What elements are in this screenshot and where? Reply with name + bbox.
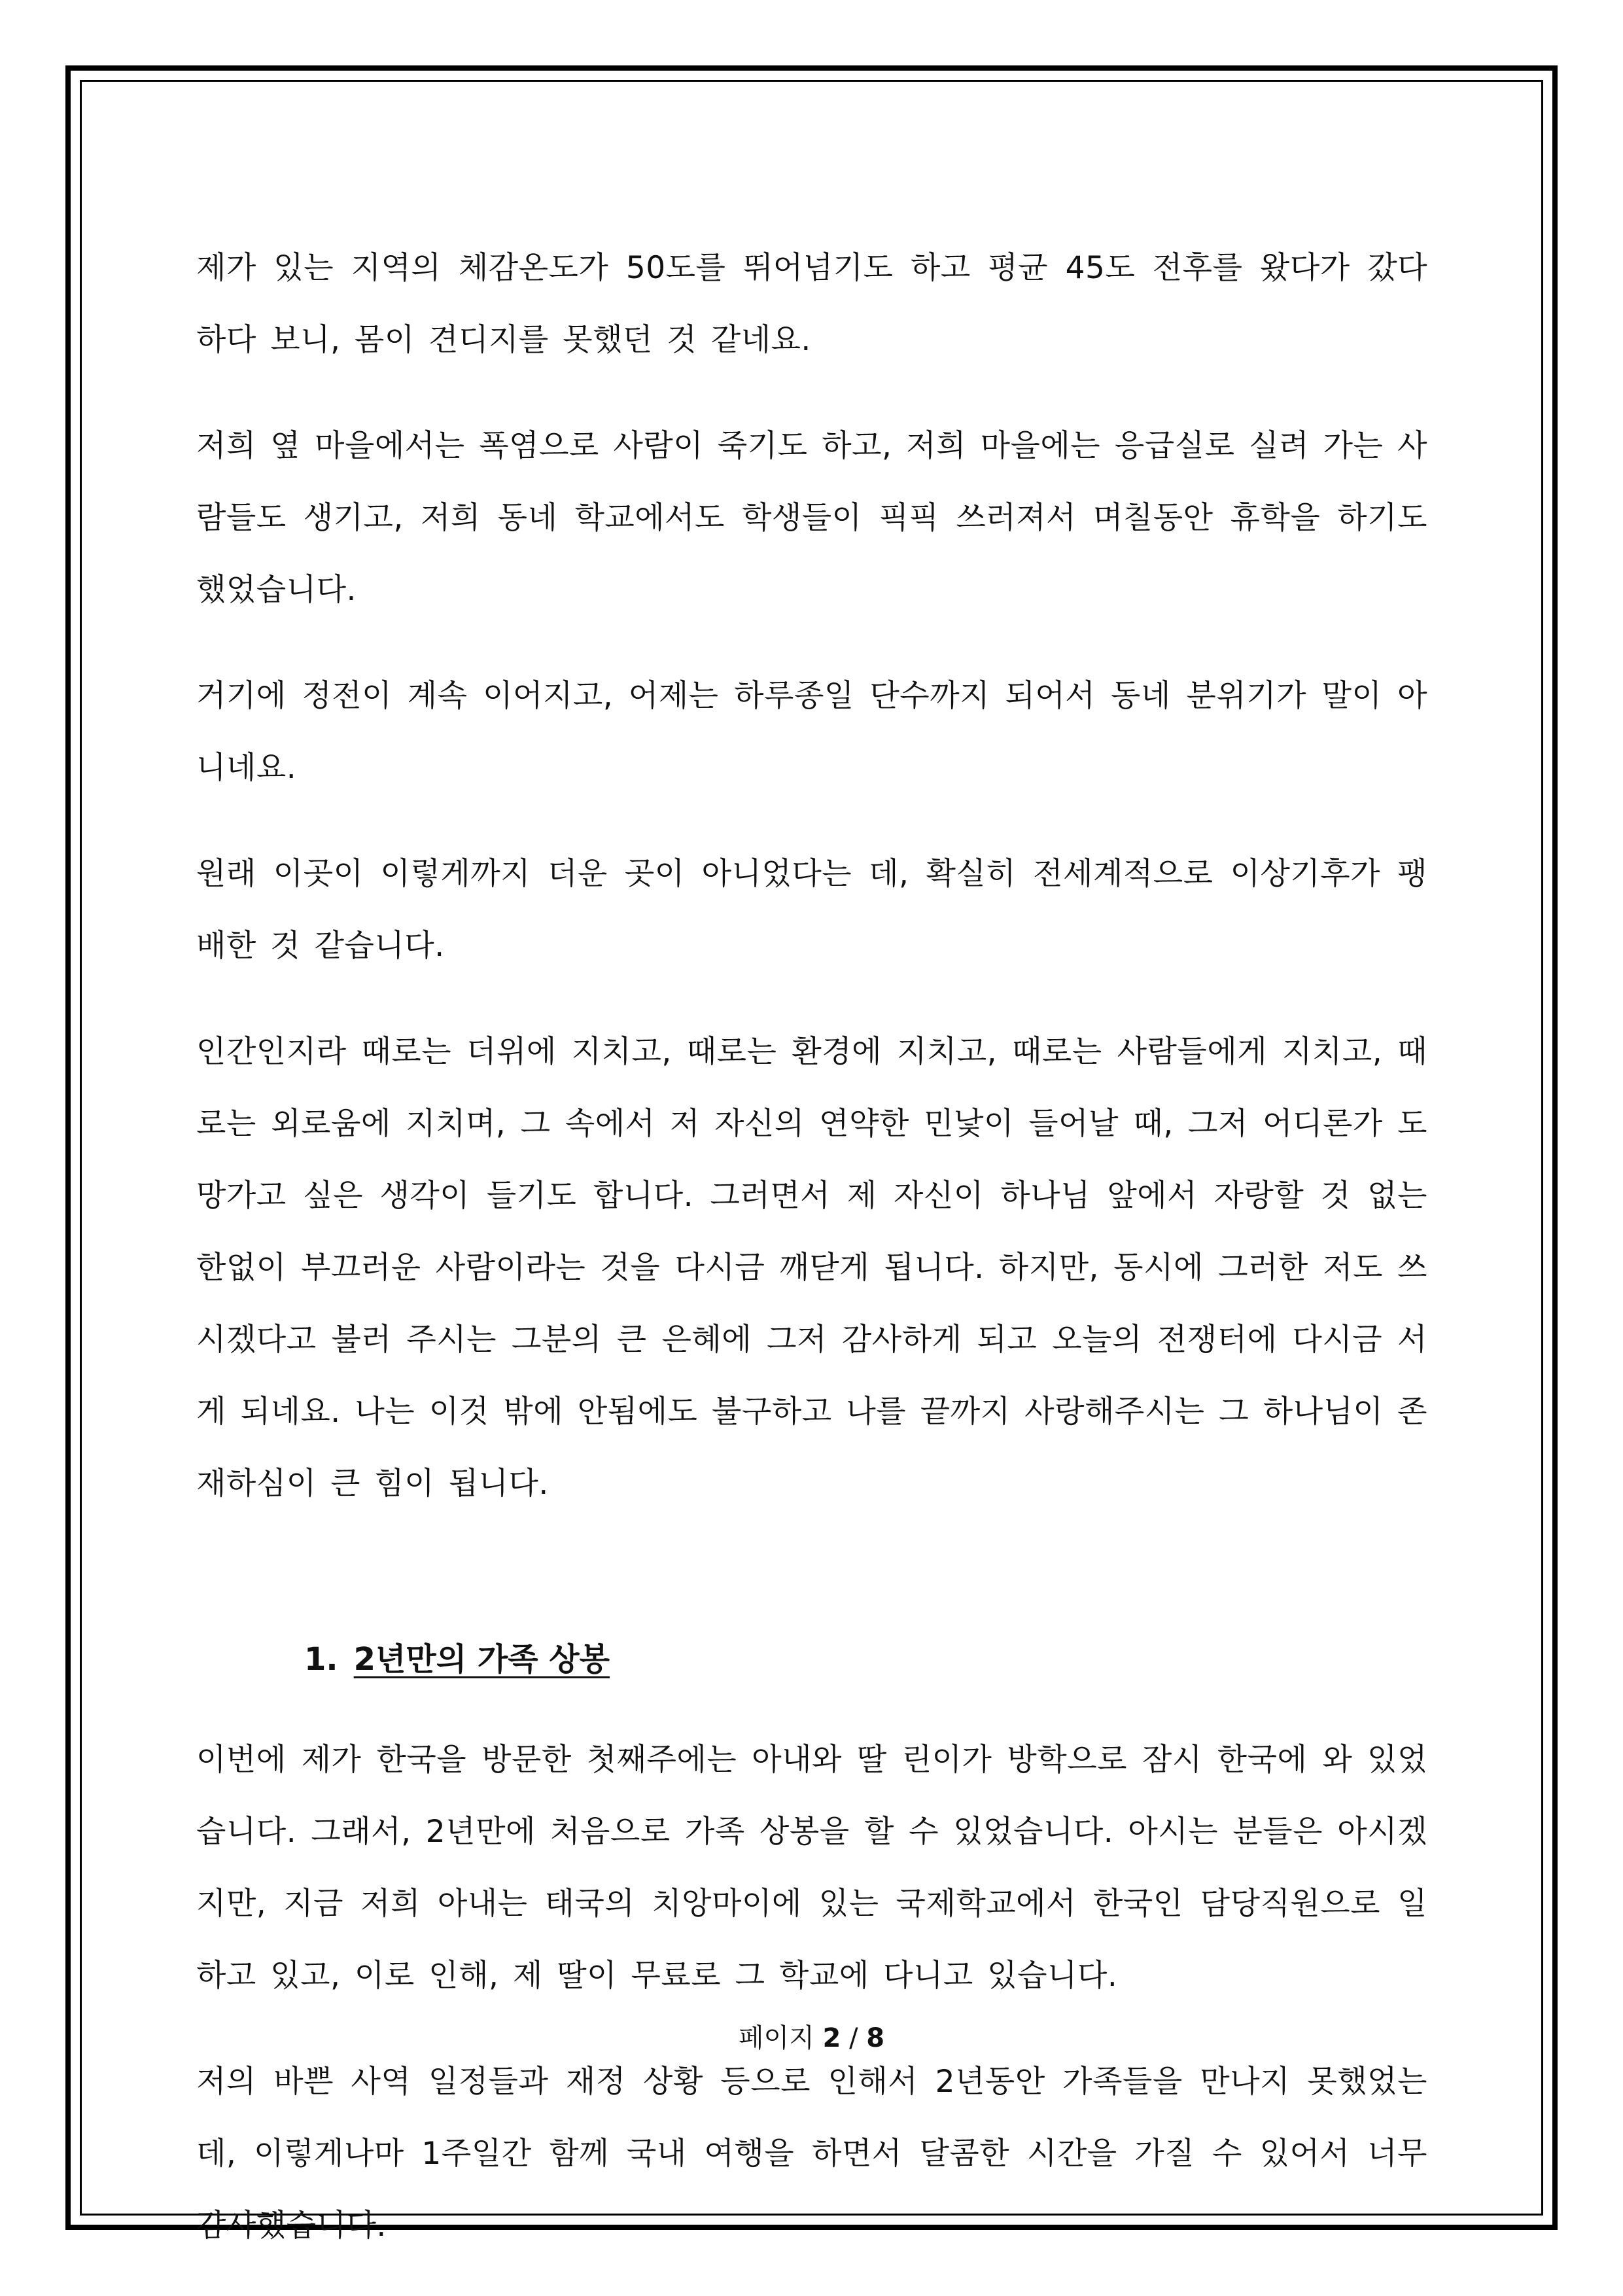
paragraph: 원래 이곳이 이렇게까지 더운 곳이 아니었다는 데, 확실히 전세계적으로 이상기후가 팽배한 것 같습니다. [196, 856, 1427, 964]
section-heading [196, 1623, 1427, 1695]
paragraph: 거기에 정전이 계속 이어지고, 어제는 하루종일 단수까지 되어서 동네 분위기가 말이 아니네요. [196, 678, 1427, 786]
page-footer [0, 2019, 1623, 2058]
paragraph: 이번에 제가 한국을 방문한 첫째주에는 아내와 딸 린이가 방학으로 잠시 한국에 와 있었습니다. 그래서, 2년만에 처음으로 가족 상봉을 할 수 있었습니다. 아시는 분들은 아시겠지만, 지금 저희 아내는 태국의 치앙마이에 있는 국제학교에서 한국인 담당직원으로 일하고 있고, 이로 인해, 제 딸이 무료로 그 학교에 다니고 있습니다. [196, 1742, 1427, 1994]
section-gap [196, 1551, 1427, 1623]
document-body [196, 232, 1427, 2296]
section-title: 2년만의 가족 상봉 [353, 1641, 610, 1678]
page-total: 8 [866, 2023, 885, 2053]
paragraph: 인간인지라 때로는 더위에 지치고, 때로는 환경에 지치고, 때로는 사람들에게 지치고, 때로는 외로움에 지치며, 그 속에서 저 자신의 연약한 민낯이 들어날 때, 그저 어디론가 도망가고 싶은 생각이 들기도 합니다. 그러면서 제 자신이 하나님 앞에서 자랑할 것 없는 한없이 부끄러운 사람이라는 것을 다시금 깨닫게 됩니다. 하지만, 동시에 그러한 저도 쓰시겠다고 불러 주시는 그분의 큰 은혜에 그저 감사하게 되고 오늘의 전쟁터에 다시금 서게 되네요. 나는 이것 밖에 안됨에도 불구하고 나를 끝까지 사랑해주시는 그 하나님이 존재하심이 큰 힘이 됩니다. [196, 1034, 1427, 1502]
paragraph: 저의 바쁜 사역 일정들과 재정 상황 등으로 인해서 2년동안 가족들을 만나지 못했었는 데, 이렇게나마 1주일간 함께 국내 여행을 하면서 달콤한 시간을 가질 수 있어서 너무 감사했습니다. [196, 2064, 1427, 2244]
page-separator: / [849, 2023, 858, 2053]
section-number: 1. [304, 1641, 338, 1678]
paragraph: 제가 있는 지역의 체감온도가 50도를 뛰어넘기도 하고 평균 45도 전후를 왔다가 갔다 하다 보니, 몸이 견디지를 못했던 것 같네요. [196, 250, 1427, 358]
page-current: 2 [822, 2023, 841, 2053]
paragraph: 저희 옆 마을에서는 폭염으로 사람이 죽기도 하고, 저희 마을에는 응급실로 실려 가는 사람들도 생기고, 저희 동네 학교에서도 학생들이 픽픽 쓰러져서 며칠동안 휴학을 하기도 했었습니다. [196, 428, 1427, 608]
page-label: 페이지 [738, 2023, 814, 2053]
